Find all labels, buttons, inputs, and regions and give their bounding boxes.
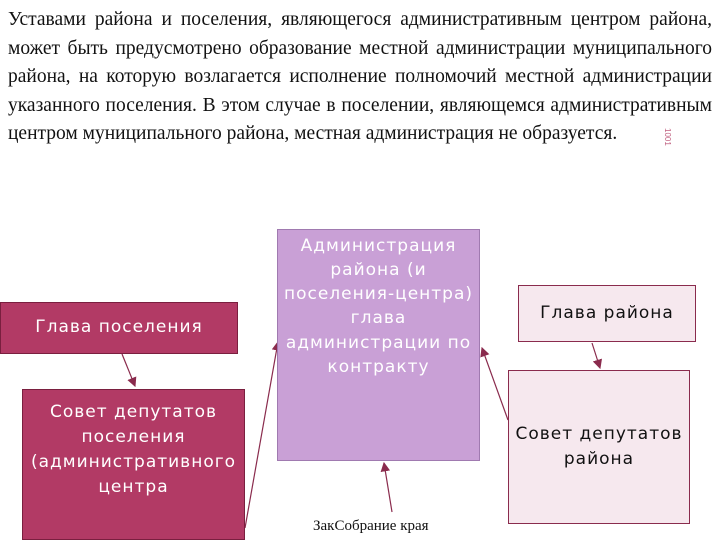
council-district-box bbox=[508, 370, 690, 524]
arrow-council-district-to-admin bbox=[482, 348, 508, 420]
side-mark: 1001 bbox=[663, 128, 672, 146]
council-settlement-label: Совет депутатов поселения (административного центра bbox=[30, 402, 237, 498]
head-district-label: Глава района bbox=[540, 303, 674, 324]
council-settlement-box bbox=[22, 389, 245, 540]
head-settlement-label: Глава поселения bbox=[35, 317, 203, 338]
arrow-head-settlement-to-council bbox=[122, 354, 135, 386]
council-district-label: Совет депутатов района bbox=[515, 423, 683, 469]
arrow-head-district-to-council bbox=[592, 343, 600, 368]
head-district-box bbox=[518, 285, 696, 342]
arrow-council-settlement-to-admin bbox=[245, 342, 278, 528]
arrow-caption-to-admin bbox=[384, 463, 392, 512]
admin-box bbox=[277, 229, 480, 461]
head-settlement-box bbox=[0, 302, 238, 354]
main-paragraph: Уставами района и поселения, являющегося административным центром района, может быть предусмотрено образование местной администрации муниципального района, на которую возлагается исполнение полномочий местной администрации указанного поселения. В этом случае в поселении, являющемся административным центром муниципального района, местная администрация не образуется. bbox=[8, 9, 712, 145]
caption: ЗакСобрание края bbox=[313, 518, 429, 534]
admin-box-label: Администрация района (и поселения-центра) глава администрации по контракту bbox=[283, 236, 474, 377]
